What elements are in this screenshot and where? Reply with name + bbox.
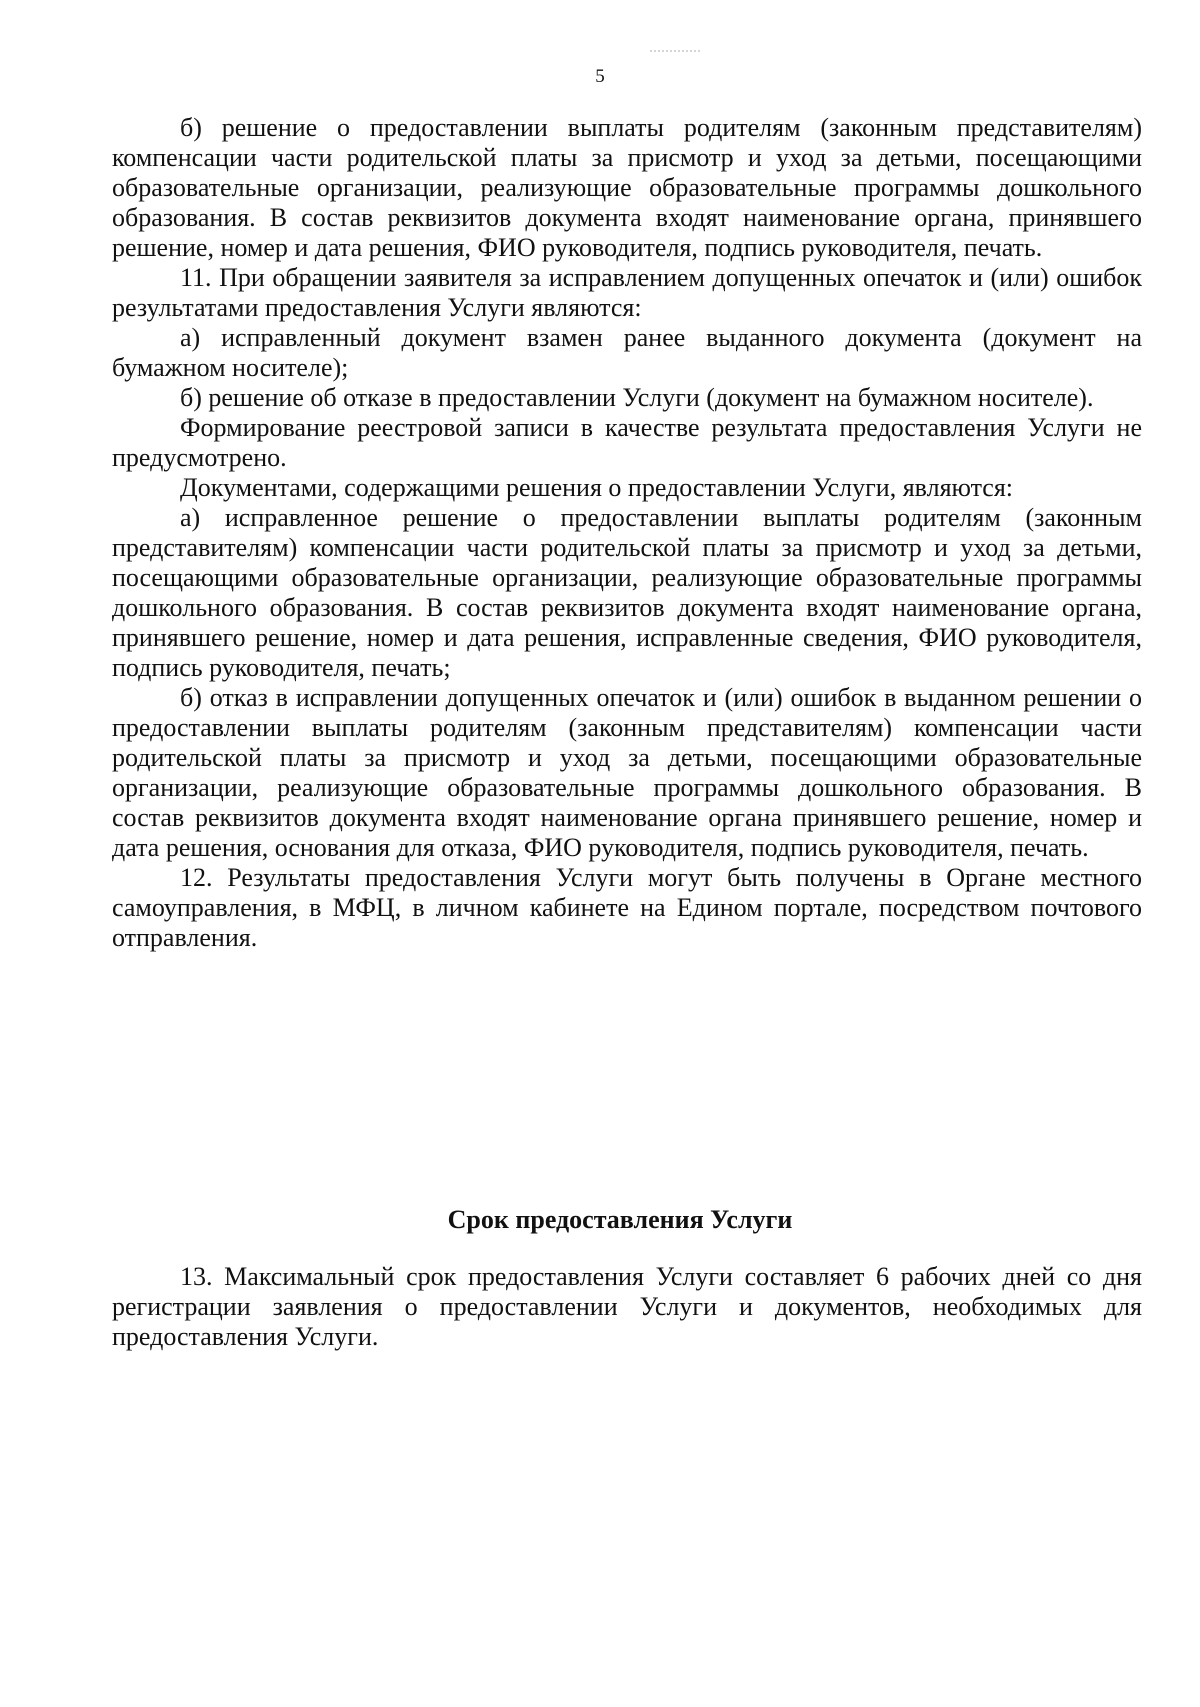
paragraph-registry: Формирование реестровой записи в качестве результата предоставления Услуги не предусмотрено.	[112, 413, 1142, 472]
paragraph-12: 12. Результаты предоставления Услуги могут быть получены в Органе местного самоуправления, в МФЦ, в личном кабинете на Едином портале, посредством почтового отправления.	[112, 863, 1142, 952]
main-text	[112, 113, 1142, 953]
paragraph-documents-a: а) исправленное решение о предоставлении выплаты родителям (законным представителям) компенсации части родительской платы за присмотр и уход за детьми, посещающими образовательные организации, реализующие образовательные программы дошкольного образования. В состав реквизитов документа входят наименование органа, принявшего решение, номер и дата решения, исправленные сведения, ФИО руководителя, подпись руководителя, печать;	[112, 503, 1142, 682]
paragraph-documents-b: б) отказ в исправлении допущенных опечаток и (или) ошибок в выданном решении о предоставлении выплаты родителям (законным представителям) компенсации части родительской платы за присмотр и уход за детьми, посещающими образовательные организации, реализующие образовательные программы дошкольного образования. В состав реквизитов документа входят наименование органа принявшего решение, номер и дата решения, основания для отказа, ФИО руководителя, подпись руководителя, печать.	[112, 683, 1142, 862]
paragraph-11b: б) решение об отказе в предоставлении Услуги (документ на бумажном носителе).	[180, 383, 1094, 412]
paragraph-11a: а) исправленный документ взамен ранее выданного документа (документ на бумажном носителе);	[112, 323, 1142, 382]
section-heading: Срок предоставления Услуги	[447, 1205, 793, 1234]
paragraph-11: 11. При обращении заявителя за исправлением допущенных опечаток и (или) ошибок результатами предоставления Услуги являются:	[112, 263, 1142, 322]
paragraph-13: 13. Максимальный срок предоставления Услуги составляет 6 рабочих дней со дня регистрации заявления о предоставлении Услуги и документов, необходимых для предоставления Услуги.	[112, 1262, 1142, 1351]
section-text	[112, 1262, 1142, 1352]
paragraph-documents: Документами, содержащими решения о предоставлении Услуги, являются:	[180, 473, 1014, 502]
paragraph-1b-decision: б) решение о предоставлении выплаты родителям (законным представителям) компенсации части родительской платы за присмотр и уход за детьми, посещающими образовательные организации, реализующие образовательные программы дошкольного образования. В состав реквизитов документа входят наименование органа, принявшего решение, номер и дата решения, ФИО руководителя, подпись руководителя, печать.	[112, 113, 1142, 262]
scan-artifact	[650, 50, 700, 54]
page-number: 5	[595, 66, 605, 87]
